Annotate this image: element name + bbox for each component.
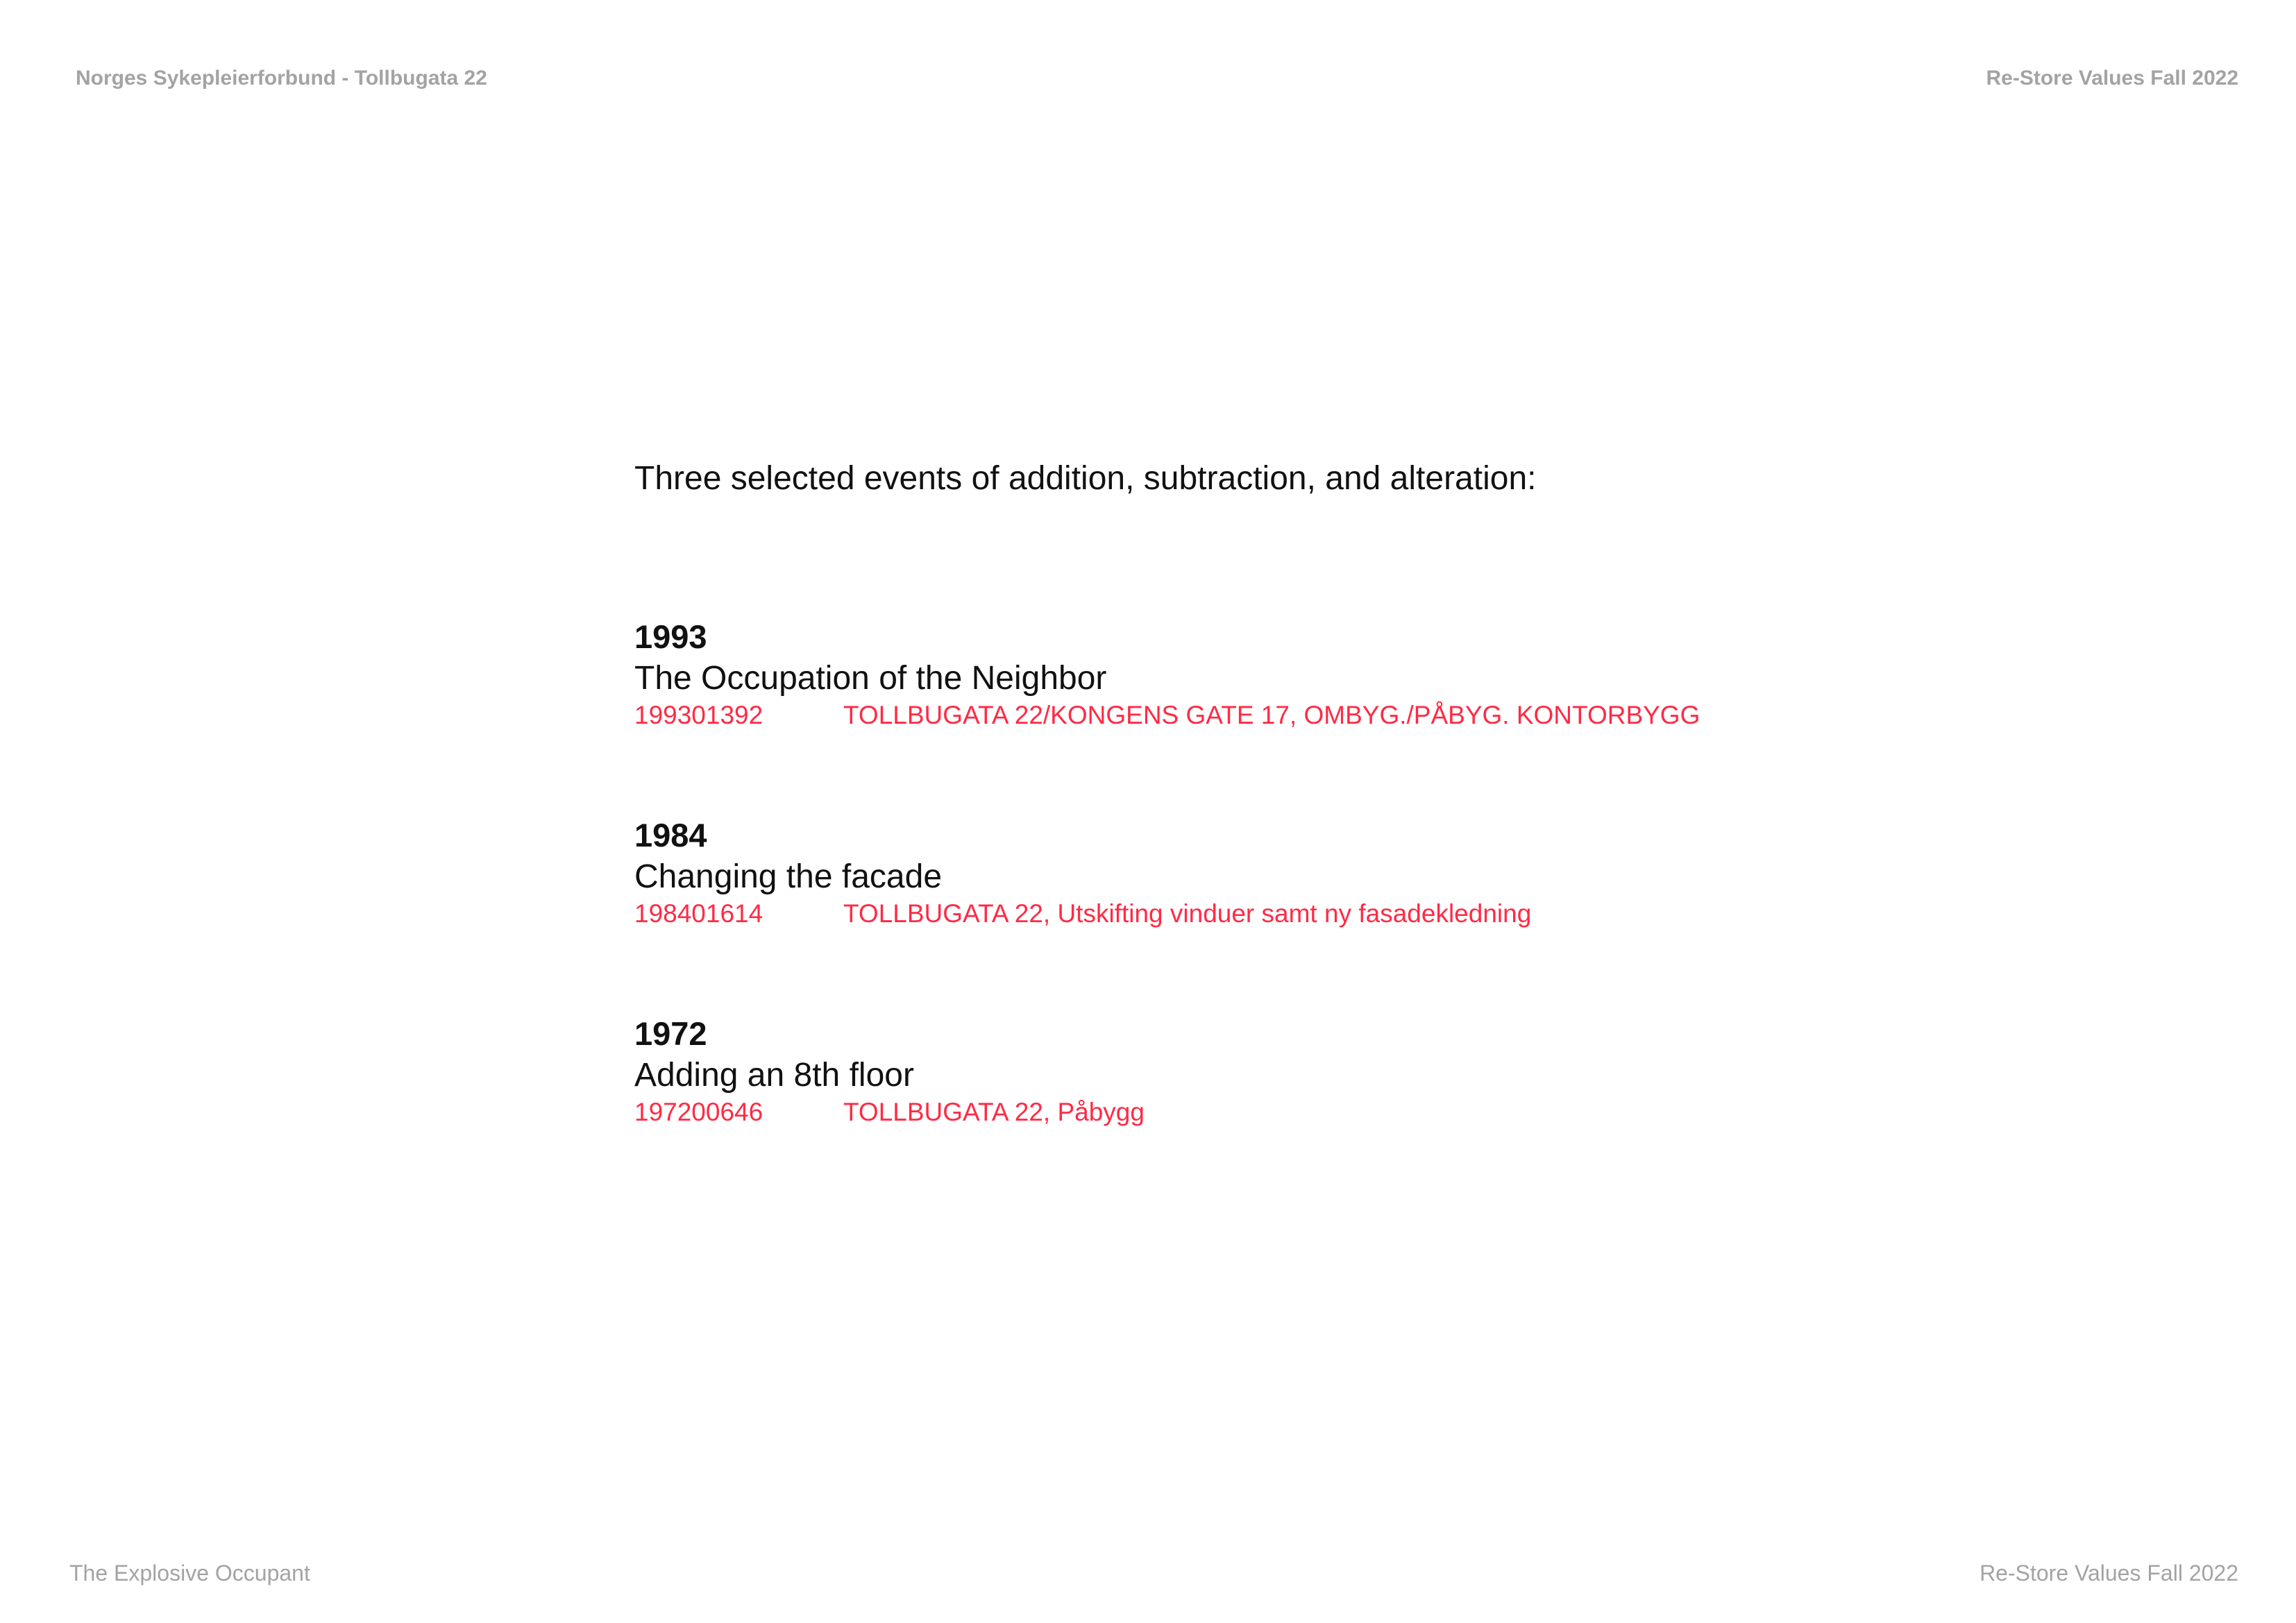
event-year: 1972 — [634, 1015, 707, 1052]
header-course-title: Re-Store Values Fall 2022 — [1986, 67, 2238, 90]
intro-text: Three selected events of addition, subtraction, and alteration: — [634, 460, 1537, 497]
event-year: 1984 — [634, 817, 707, 853]
event-case-reference — [634, 699, 1700, 731]
event-title: Adding an 8th floor — [634, 1057, 914, 1094]
case-description: TOLLBUGATA 22, Påbygg — [843, 1098, 1145, 1126]
case-number: 197200646 — [634, 1098, 763, 1126]
case-description: TOLLBUGATA 22/KONGENS GATE 17, OMBYG./PÅBYG. KONTORBYGG — [843, 701, 1700, 729]
event-1993 — [634, 616, 1700, 731]
case-number: 198401614 — [634, 899, 763, 928]
event-1984 — [634, 815, 1532, 930]
event-case-reference — [634, 898, 1532, 930]
event-title: The Occupation of the Neighbor — [634, 660, 1107, 697]
event-year: 1993 — [634, 618, 707, 655]
event-title: Changing the facade — [634, 858, 943, 895]
case-number: 199301392 — [634, 701, 763, 729]
footer-course-title: Re-Store Values Fall 2022 — [1980, 1561, 2238, 1586]
header-project-title: Norges Sykepleierforbund - Tollbugata 22 — [76, 67, 487, 90]
case-description: TOLLBUGATA 22, Utskifting vinduer samt ny fasadekledning — [843, 899, 1532, 928]
footer-project-title: The Explosive Occupant — [69, 1561, 310, 1586]
event-case-reference — [634, 1096, 1145, 1128]
event-1972 — [634, 1013, 1145, 1128]
